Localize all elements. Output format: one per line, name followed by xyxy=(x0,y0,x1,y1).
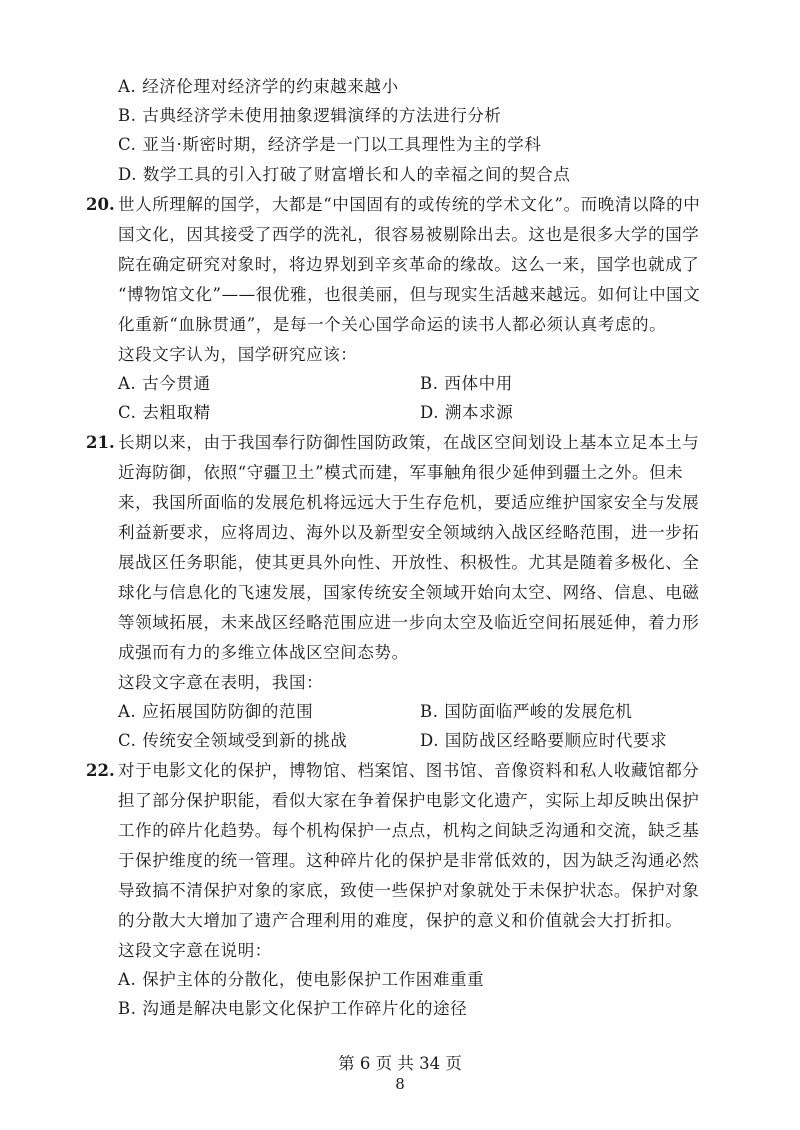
question-20-line-5: 化重新“血脉贯通”，是每一个关心国学命运的读书人都必须认真考虑的。 xyxy=(118,315,667,334)
question-21-option-b: B. 国防面临严峻的发展危机 xyxy=(420,702,633,721)
prev-option-d: D. 数学工具的引入打破了财富增长和人的幸福之间的契合点 xyxy=(118,165,571,184)
question-20-line-4: “博物馆文化”——很优雅，也很美丽，但与现实生活越来越远。如何让中国文 xyxy=(118,285,701,304)
question-22-stem: 这段文字意在说明： xyxy=(118,941,272,960)
question-22-line-5: 导致搞不清保护对象的家底，致使一些保护对象就处于未保护状态。保护对象 xyxy=(118,881,700,900)
question-21-line-3: 来，我国所面临的发展危机将远远大于生存危机，要适应维护国家安全与发展 xyxy=(118,493,700,512)
question-22-number: 22. xyxy=(86,761,115,780)
question-22-line-6: 的分散大大增加了遗产合理利用的难度，保护的意义和价值就会大打折扣。 xyxy=(118,911,683,930)
question-20-option-d: D. 溯本求源 xyxy=(420,403,514,422)
question-22-line-1: 对于电影文化的保护，博物馆、档案馆、图书馆、音像资料和私人收藏馆都分 xyxy=(118,761,700,780)
prev-option-b: B. 古典经济学未使用抽象逻辑演绎的方法进行分析 xyxy=(118,106,502,125)
page-number: 8 xyxy=(395,1075,405,1093)
question-21-option-a: A. 应拓展国防防御的范围 xyxy=(118,702,314,721)
question-20-stem: 这段文字认为，国学研究应该： xyxy=(118,345,358,364)
question-20-line-2: 国文化，因其接受了西学的洗礼，很容易被剔除出去。这也是很多大学的国学 xyxy=(118,225,700,244)
page-counter: 第 6 页 共 34 页 xyxy=(338,1054,462,1073)
question-20-number: 20. xyxy=(86,195,115,214)
question-22-line-3: 工作的碎片化趋势。每个机构保护一点点，机构之间缺乏沟通和交流，缺乏基 xyxy=(118,821,700,840)
question-22-line-2: 担了部分保护职能，看似大家在争着保护电影文化遗产，实际上却反映出保护 xyxy=(118,791,700,810)
question-21-number: 21. xyxy=(86,433,115,452)
question-21-option-c: C. 传统安全领域受到新的挑战 xyxy=(118,731,348,750)
question-21-line-7: 等领域拓展，未来战区经略范围应进一步向太空及临近空间拓展延伸，着力形 xyxy=(118,613,700,632)
question-21-option-d: D. 国防战区经略要顺应时代要求 xyxy=(420,731,668,750)
question-21-line-2: 近海防御，依照“守疆卫土”模式而建，军事触角很少延伸到疆土之外。但未 xyxy=(118,463,684,482)
question-20-option-a: A. 古今贯通 xyxy=(118,374,211,393)
question-21-line-6: 球化与信息化的飞速发展，国家传统安全领域开始向太空、网络、信息、电磁 xyxy=(118,583,700,602)
prev-option-c: C. 亚当·斯密时期，经济学是一门以工具理性为主的学科 xyxy=(118,135,542,154)
question-22-option-b: B. 沟通是解决电影文化保护工作碎片化的途径 xyxy=(118,999,468,1018)
question-20-line-1: 世人所理解的国学，大都是“中国固有的或传统的学术文化”。而晚清以降的中 xyxy=(118,195,701,214)
question-21-line-5: 展战区任务职能，使其更具外向性、开放性、积极性。尤其是随着多极化、全 xyxy=(118,553,700,572)
question-20-line-3: 院在确定研究对象时，将边界划到辛亥革命的缘故。这么一来，国学也就成了 xyxy=(118,255,700,274)
prev-option-a: A. 经济伦理对经济学的约束越来越小 xyxy=(118,77,399,96)
question-22-option-a: A. 保护主体的分散化，使电影保护工作困难重重 xyxy=(118,970,485,989)
question-21-stem: 这段文字意在表明，我国： xyxy=(118,673,324,692)
question-21-line-4: 利益新要求，应将周边、海外以及新型安全领域纳入战区经略范围，进一步拓 xyxy=(118,523,700,542)
question-22-line-4: 于保护维度的统一管理。这种碎片化的保护是非常低效的，因为缺乏沟通必然 xyxy=(118,851,700,870)
question-20-option-b: B. 西体中用 xyxy=(420,374,513,393)
question-21-line-8: 成强而有力的多维立体战区空间态势。 xyxy=(118,643,409,662)
question-20-option-c: C. 去粗取精 xyxy=(118,403,211,422)
question-21-line-1: 长期以来，由于我国奉行防御性国防政策，在战区空间划设上基本立足本土与 xyxy=(118,433,700,452)
